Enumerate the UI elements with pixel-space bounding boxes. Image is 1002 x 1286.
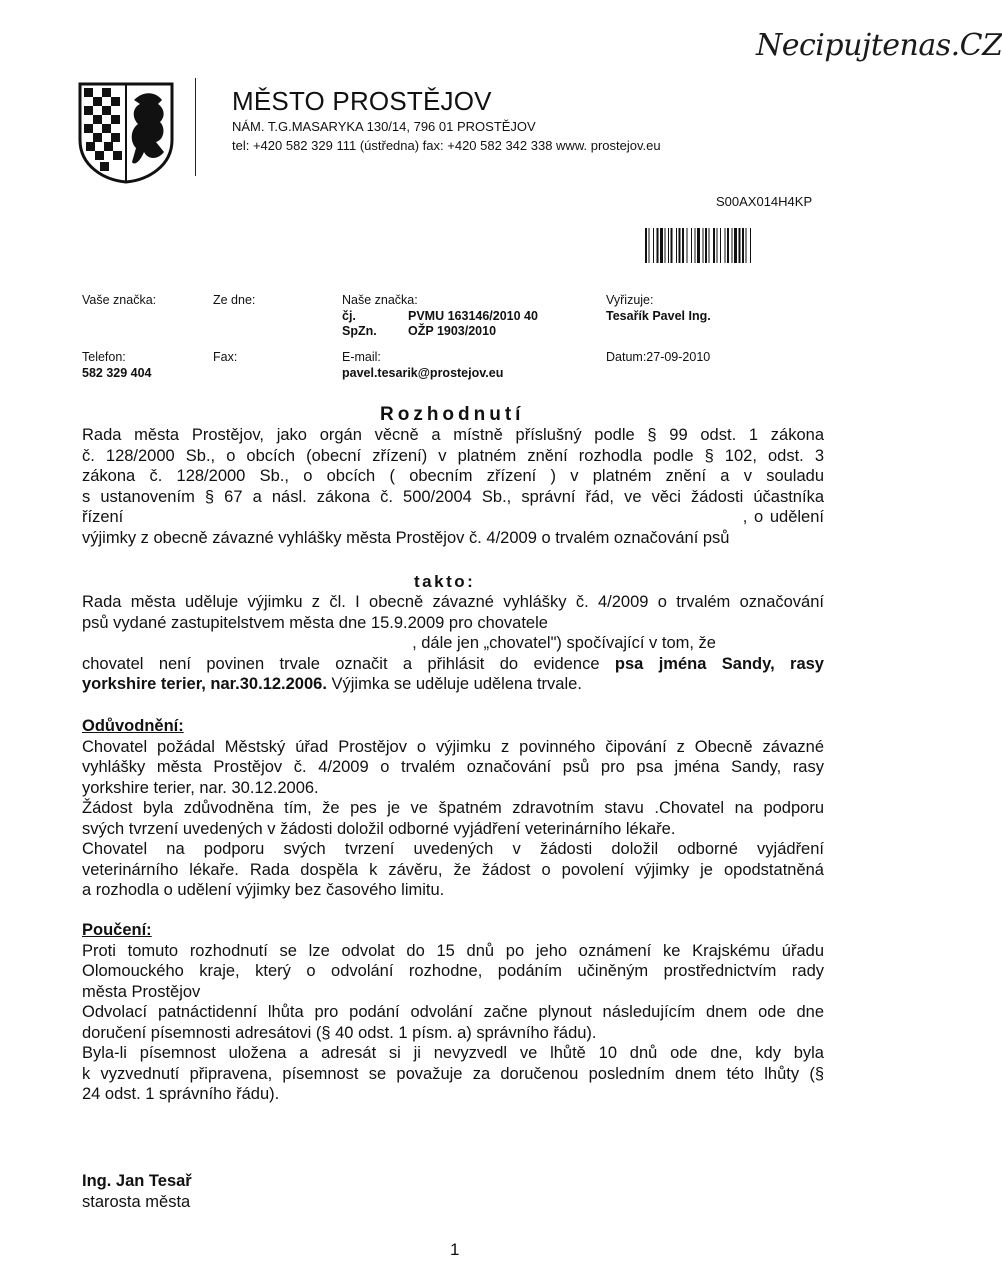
instruction-line: Proti tomuto rozhodnutí se lze odvolat do 15 dnů po jeho oznámení ke Krajskému úřadu	[82, 941, 824, 960]
reasoning-section	[82, 716, 824, 901]
reasoning-line: vyhlášky města Prostějov č. 4/2009 o trvalém označování psů pro psa jména Sandy, rasy	[82, 758, 824, 776]
barcode-bar	[746, 228, 747, 263]
barcode-bar	[660, 228, 663, 263]
ruling-paragraph	[82, 592, 824, 695]
barcode-bar	[703, 228, 704, 263]
barcode-bar	[697, 228, 700, 263]
signatory-role: starosta města	[82, 1193, 191, 1211]
barcode-bar	[742, 228, 744, 263]
handler-value: Tesařík Pavel Ing.	[606, 309, 711, 323]
decision-line: Rada města Prostějov, jako orgán věcně a místně příslušný podle § 99 odst. 1 zákona	[82, 426, 824, 444]
decision-line: s ustanovením § 67 a násl. zákona č. 500/2004 Sb., správní řád, ve věci žádosti účastníka	[82, 487, 824, 506]
our-ref-spzn-value: OŽP 1903/2010	[408, 324, 497, 338]
barcode-bar	[727, 228, 729, 263]
ruling-line: Rada města uděluje výjimku z čl. I obecně závazné vyhlášky č. 4/2009 o trvalém označování	[82, 593, 824, 611]
barcode-bar	[653, 228, 654, 263]
our-ref-cj-value: PVMU 163146/2010 40	[408, 309, 538, 323]
signatory-name: Ing. Jan Tesař	[82, 1172, 192, 1190]
barcode-bar	[739, 228, 741, 263]
ruling-dog-breed: yorkshire terier, nar.30.12.2006.	[82, 675, 327, 693]
reasoning-line: a rozhodla o udělení výjimky bez časového limitu.	[82, 881, 445, 899]
document-date: Datum:27-09-2010	[606, 350, 711, 364]
barcode-bar	[695, 228, 696, 263]
barcode-icon	[645, 228, 820, 263]
reasoning-line: Žádost byla zdůvodněna tím, že pes je ve špatném zdravotním stavu .Chovatel na podporu	[82, 799, 824, 817]
instruction-line: Olomouckého kraje, který o odvolání rozhodne, podáním učiněným prostřednictvím rady	[82, 962, 824, 980]
city-address: NÁM. T.G.MASARYKA 130/14, 796 01 PROSTĚJOV	[232, 119, 536, 134]
city-contacts: tel: +420 582 329 111 (ústředna) fax: +420 582 342 338 www. prostejov.eu	[232, 138, 661, 153]
page-number: 1	[450, 1240, 460, 1259]
our-ref-label: Naše značka:	[342, 293, 418, 307]
instruction-line: města Prostějov	[82, 982, 201, 1001]
barcode-bar	[734, 228, 737, 263]
your-ref-label: Vaše značka:	[82, 293, 157, 307]
our-ref-spzn-label: SpZn.	[342, 324, 377, 338]
coat-of-arms-icon	[78, 82, 174, 184]
ruling-line-with-bold	[82, 654, 824, 675]
watermark-text: Necipujtenas.CZ	[756, 28, 1002, 63]
barcode-bar	[645, 228, 647, 263]
city-name: MĚSTO PROSTĚJOV	[232, 86, 492, 116]
decision-line: výjimky z obecně závazné vyhlášky města Prostějov č. 4/2009 o trvalém označování psů	[82, 528, 730, 547]
instruction-line: k vyzvednutí připravena, písemnost se považuje za doručenou posledním dnem této lhůty (§	[82, 1064, 824, 1083]
barcode-bar	[682, 228, 684, 263]
decision-paragraph	[82, 425, 824, 548]
barcode-bar	[665, 228, 666, 263]
email-value: pavel.tesarik@prostejov.eu	[342, 366, 504, 380]
barcode-bar	[705, 228, 707, 263]
barcode-bar	[720, 228, 721, 263]
instruction-line: doručení písemnosti adresátovi (§ 40 odst. 1 písm. a) správního řádu).	[82, 1023, 597, 1042]
barcode-bar	[713, 228, 715, 263]
reasoning-line: svých tvrzení uvedených v žádosti doložil odborné vyjádření veterinárního lékaře.	[82, 819, 676, 838]
decision-line: zákona č. 128/2000 Sb., o obcích ( obecním zřízení ) v platném znění a v souladu	[82, 467, 824, 485]
barcode-bar	[717, 228, 718, 263]
instruction-heading: Poučení:	[82, 921, 152, 939]
instruction-line: Odvolací patnáctidenní lhůta pro podání odvolání začne plynout následujícím dnem ode dne	[82, 1003, 824, 1021]
phone-value: 582 329 404	[82, 366, 152, 380]
reasoning-line: veterinárního lékaře. Rada dospěla k závěru, že žádost o povolení výjimky je opodstatněná	[82, 860, 824, 879]
phone-label: Telefon:	[82, 350, 126, 364]
reasoning-line: Chovatel požádal Městský úřad Prostějov o výjimku z povinného čipování z Obecně závazné	[82, 737, 824, 756]
barcode-bar	[750, 228, 751, 263]
barcode-bar	[709, 228, 710, 263]
barcode-bar	[732, 228, 733, 263]
from-date-label: Ze dne:	[213, 293, 256, 307]
document-code: S00AX014H4KP	[716, 194, 813, 209]
email-label: E-mail:	[342, 350, 381, 364]
takto-heading: takto:	[414, 572, 476, 591]
instruction-line: Byla-li písemnost uložena a adresát si ji nevyzvedl ve lhůtě 10 dnů ode dne, kdy byla	[82, 1044, 824, 1062]
header-divider	[195, 78, 196, 176]
ruling-end-text: Výjimka se uděluje udělena trvale.	[326, 675, 582, 693]
reasoning-line: Chovatel na podporu svých tvrzení uvedených v žádosti doložil odborné vyjádření	[82, 840, 824, 858]
decision-line: č. 128/2000 Sb., o obcích (obecní zřízení) v platném znění rozhodla podle § 102, odst. 3	[82, 446, 824, 465]
instruction-line: 24 odst. 1 správního řádu).	[82, 1085, 280, 1103]
barcode-bar	[725, 228, 726, 263]
ruling-line-end	[82, 674, 824, 695]
barcode-bar	[679, 228, 681, 263]
decision-heading: Rozhodnutí	[380, 404, 525, 425]
fax-label: Fax:	[213, 350, 238, 364]
ruling-line: psů vydané zastupitelstvem města dne 15.9.2009 pro chovatele	[82, 613, 548, 632]
ruling-text: chovatel není povinen trvale označit a přihlásit do evidence	[82, 654, 600, 673]
barcode-bar	[671, 228, 673, 263]
instruction-section	[82, 920, 824, 1105]
ruling-line: , dále jen „chovatel") spočívající v tom, že	[82, 634, 716, 652]
barcode-bar	[691, 228, 692, 263]
barcode-bar	[687, 228, 688, 263]
barcode-bar	[649, 228, 650, 263]
decision-line: řízení , o udělení	[82, 508, 824, 526]
our-ref-cj-label: čj.	[342, 309, 356, 323]
ruling-dog-name: psa jména Sandy, rasy	[614, 654, 824, 673]
reasoning-line: yorkshire terier, nar. 30.12.2006.	[82, 778, 319, 797]
handler-label: Vyřizuje:	[606, 293, 654, 307]
reasoning-heading: Odůvodnění:	[82, 717, 184, 735]
barcode-bar	[657, 228, 659, 263]
barcode-bar	[676, 228, 677, 263]
barcode-bar	[668, 228, 669, 263]
